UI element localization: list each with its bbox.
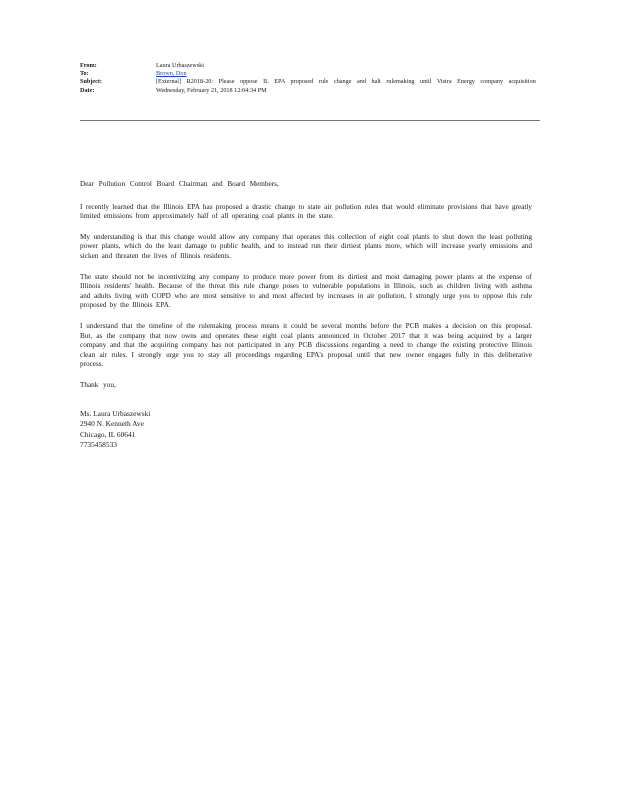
subject-label: Subject: [80, 78, 102, 86]
header-divider [80, 120, 540, 121]
date-label: Date: [80, 86, 95, 94]
to-row [80, 70, 540, 78]
to-recipient-link[interactable]: Brown, Don [156, 70, 187, 78]
greeting: Dear Pollution Control Board Chairman and Board Members, [80, 180, 279, 188]
closing: Thank you, [80, 380, 116, 389]
subject-value: [External] R2018-20: Please oppose IL EPA proposed rule change and halt rulemaking until Vistra Energy company acquisition [156, 78, 536, 86]
signature-street: 2940 N. Kenneth Ave [80, 419, 144, 429]
signature-city: Chicago, IL 60641 [80, 429, 136, 439]
paragraph-4: I understand that the timeline of the rulemaking process means it could be several months before the PCB makes a decision on this proposal. But, as the company that now owns and operates these eight coal plants announced in October 2017 that it was being acquired by a larger company and that the acquiring company has not participated in any PCB discussions regarding a need to change the existing protective Illinois clean air rules, I strongly urge you to stay all proceedings regarding EPA's proposal until that new owner engages fully in this deliberative process. [80, 321, 532, 369]
from-label: From: [80, 62, 97, 69]
paragraph-3: The state should not be incentivizing any company to produce more power from its dirtiest and most damaging power plants at the expense of Illinois residents' health. Because of the threat this rule change poses to vulnerable populations in Illinois, such as children living with asthma and adults living with COPD who are most sensitive to and most affected by increases in air pollution, I strongly urge you to oppose this rule proposed by the Illinois EPA. [80, 272, 532, 310]
from-value: Laura Urbaszewski [156, 62, 204, 69]
subject-row [80, 78, 540, 86]
date-value: Wednesday, February 21, 2018 12:04:34 PM [156, 86, 267, 94]
date-row [80, 87, 540, 95]
to-label: To: [80, 70, 89, 78]
letter-body [80, 180, 532, 451]
from-row [80, 62, 540, 70]
signature-phone: 7735458533 [80, 440, 117, 450]
signature-block [80, 409, 532, 451]
paragraph-1: I recently learned that the Illinois EPA has proposed a drastic change to state air pollution rules that would eliminate provisions that have greatly limited emissions from approximately half of all operating coal plants in the state. [80, 202, 532, 221]
signature-name: Ms. Laura Urbaszewski [80, 408, 151, 418]
email-header [80, 62, 540, 95]
paragraph-2: My understanding is that this change would allow any company that operates this collection of eight coal plants to shut down the least polluting power plants, which do the least damage to public health, and to instead run their dirtiest plants more, which will increase yearly emissions and sicken and threaten the lives of Illinois residents. [80, 232, 532, 260]
